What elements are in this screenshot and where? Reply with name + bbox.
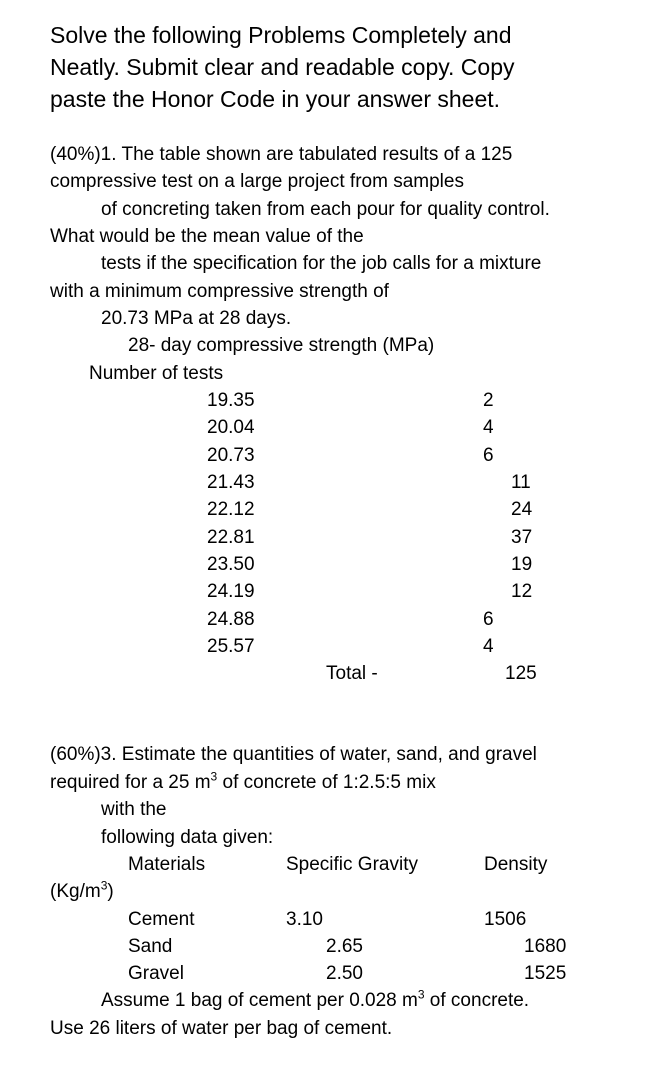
problem1-line-3: of concreting taken from each pour for quality control. xyxy=(101,199,550,220)
strength-cell: 19.35 xyxy=(207,390,255,411)
specific-gravity-header: Specific Gravity xyxy=(286,854,418,875)
count-column-header: Number of tests xyxy=(89,363,224,384)
strength-cell: 23.50 xyxy=(207,554,255,575)
instructions-line-2: Neatly. Submit clear and readable copy. Copy xyxy=(50,54,515,80)
strength-cell: 20.04 xyxy=(207,417,255,438)
strength-cell: 24.19 xyxy=(207,581,255,602)
count-cell: 6 xyxy=(483,609,494,630)
strength-cell: 24.88 xyxy=(207,609,255,630)
instructions-line-3: paste the Honor Code in your answer sheet. xyxy=(50,86,501,112)
material-cell: Gravel xyxy=(128,963,184,984)
problem3-line-3: with the xyxy=(101,799,167,820)
count-cell: 24 xyxy=(511,499,533,520)
density-header: Density xyxy=(484,854,548,875)
density-unit: $(Kg/m^3)$ xyxy=(50,878,114,902)
problem1-line-1: (40%)1. The table shown are tabulated results of a 125 xyxy=(50,144,513,165)
count-cell: 11 xyxy=(511,472,531,493)
total-value: 125 xyxy=(505,663,537,684)
total-label: Total - xyxy=(326,663,378,684)
count-cell: 4 xyxy=(483,417,494,438)
problem1-line-4: What would be the mean value of the xyxy=(50,226,364,247)
materials-header: Materials xyxy=(128,854,206,875)
specific-gravity-cell: 2.65 xyxy=(326,936,363,957)
count-cell: 4 xyxy=(483,636,494,657)
problem3-line-1: (60%)3. Estimate the quantities of water, sand, and gravel xyxy=(50,744,537,765)
material-cell: Sand xyxy=(128,936,173,957)
strength-cell: 22.81 xyxy=(207,527,255,548)
strength-cell: 22.12 xyxy=(207,499,255,520)
water-per-bag-line: Use 26 liters of water per bag of cement. xyxy=(50,1018,393,1039)
problem3-line-2: required for a 25 $m^3$ of concrete of 1:2.5:5 mix xyxy=(50,769,436,793)
instructions-line-1: Solve the following Problems Completely and xyxy=(50,22,512,48)
problem3-line-4: following data given: xyxy=(101,827,274,848)
specific-gravity-cell: 3.10 xyxy=(286,909,323,930)
count-cell: 2 xyxy=(483,390,494,411)
problem1-line-5: tests if the specification for the job calls for a mixture xyxy=(101,253,542,274)
count-cell: 6 xyxy=(483,445,494,466)
count-cell: 12 xyxy=(511,581,533,602)
problem1-line-7: 20.73 MPa at 28 days. xyxy=(101,308,292,329)
count-cell: 19 xyxy=(511,554,533,575)
density-cell: 1506 xyxy=(484,909,527,930)
strength-cell: 21.43 xyxy=(207,472,255,493)
problem1-line-2: compressive test on a large project from samples xyxy=(50,171,464,192)
strength-column-header: 28- day compressive strength (MPa) xyxy=(128,335,435,356)
problem1-line-6: with a minimum compressive strength of xyxy=(50,281,389,302)
count-cell: 37 xyxy=(511,527,533,548)
density-cell: 1525 xyxy=(524,963,567,984)
material-cell: Cement xyxy=(128,909,195,930)
strength-cell: 20.73 xyxy=(207,445,255,466)
strength-cell: 25.57 xyxy=(207,636,255,657)
assumption-line: Assume 1 bag of cement per 0.028 $m^3$ of concrete. xyxy=(101,987,530,1011)
density-cell: 1680 xyxy=(524,936,567,957)
specific-gravity-cell: 2.50 xyxy=(326,963,363,984)
